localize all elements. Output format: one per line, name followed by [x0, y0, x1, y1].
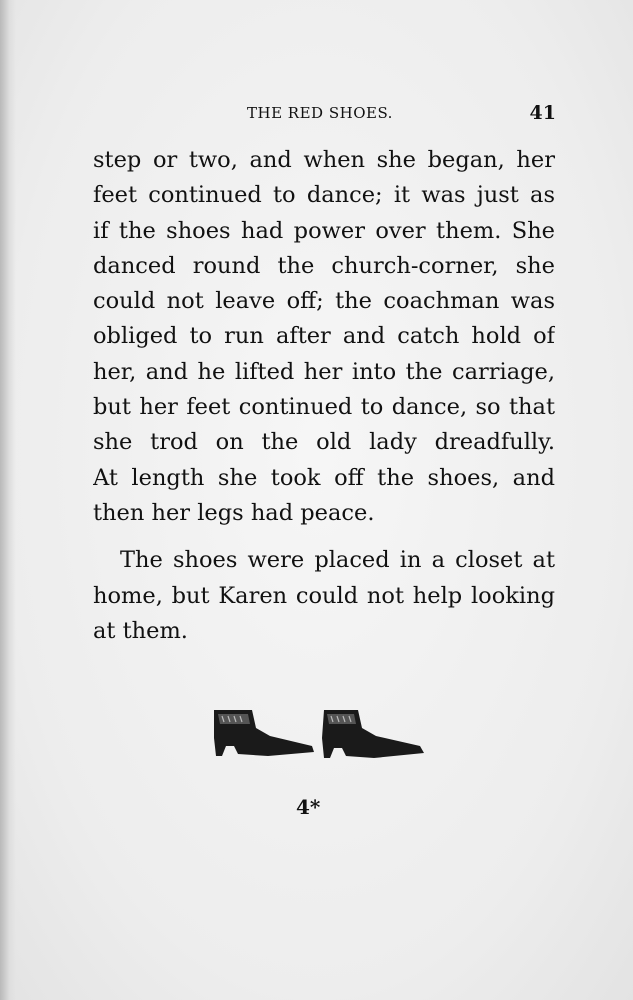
- text-line: The shoes were placed in a closet at: [120, 547, 555, 574]
- text-line: could not leave off; the coachman was: [93, 288, 555, 315]
- left-shoe-icon: [214, 710, 314, 756]
- text-line: if the shoes had power over them. She: [93, 217, 555, 244]
- pair-of-shoes-icon: [208, 706, 428, 762]
- paragraph-gap: [93, 531, 555, 543]
- text-line: at them.: [93, 617, 188, 644]
- body-text: [93, 143, 555, 649]
- text-line: her, and he lifted her into the carriage,: [93, 358, 555, 385]
- text-line: obliged to run after and catch hold of: [93, 323, 555, 350]
- page-binding-edge: [0, 0, 16, 1000]
- text-line: danced round the church-corner, she: [93, 252, 555, 279]
- text-line: At length she took off the shoes, and: [93, 464, 555, 491]
- running-head: THE RED SHOES.: [247, 104, 393, 122]
- page-header: [0, 102, 633, 130]
- text-line: then her legs had peace.: [93, 499, 375, 526]
- text-line: home, but Karen could not help looking: [93, 582, 555, 609]
- text-line: but her feet continued to dance, so that: [93, 394, 555, 421]
- right-shoe-icon: [322, 710, 424, 758]
- signature-mark: 4*: [296, 795, 321, 819]
- text-line: she trod on the old lady dreadfully.: [93, 429, 555, 456]
- text-line: feet continued to dance; it was just as: [93, 182, 555, 209]
- text-line: step or two, and when she began, her: [93, 147, 555, 173]
- page-number: 41: [529, 102, 556, 124]
